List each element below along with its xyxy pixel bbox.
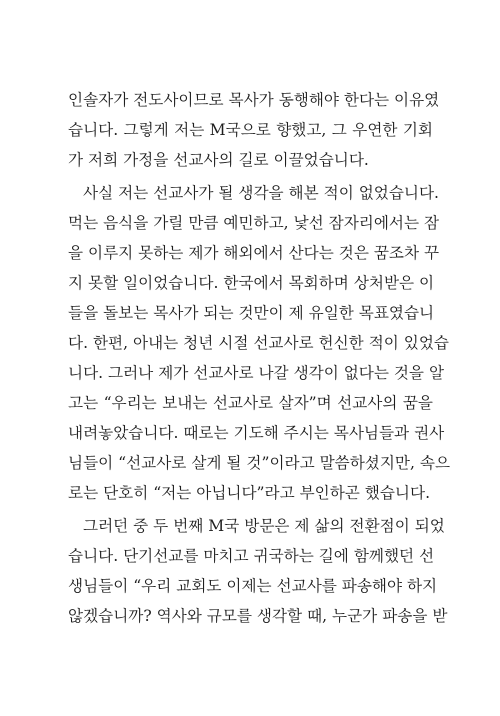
text-line: 인솔자가 전도사이므로 목사가 동행해야 한다는 이유였 xyxy=(68,91,440,109)
text-line: 로는 단호히 “저는 아닙니다”라고 부인하곤 했습니다. xyxy=(68,484,431,502)
text-line: 습니다. 그렇게 저는 M국으로 향했고, 그 우연한 기회 xyxy=(68,121,433,139)
text-line: 니다. 그러나 제가 선교사로 나갈 생각이 없다는 것을 알 xyxy=(68,364,445,382)
text-line: 먹는 음식을 가릴 만큼 예민하고, 낯선 잠자리에서는 잠 xyxy=(68,214,440,232)
text-line: 그러던 중 두 번째 M국 방문은 제 삶의 전환점이 되었 xyxy=(83,517,445,535)
text-line: 을 이루지 못하는 제가 해외에서 산다는 것은 꿈조차 꾸 xyxy=(68,244,440,262)
text-line: 사실 저는 선교사가 될 생각을 해본 적이 없었습니다. xyxy=(83,184,439,202)
text-line: 생님들이 “우리 교회도 이제는 선교사를 파송해야 하지 xyxy=(68,577,438,595)
text-line: 습니다. 단기선교를 마치고 귀국하는 길에 함께했던 선 xyxy=(68,547,435,565)
text-line: 님들이 “선교사로 살게 될 것”이라고 말씀하셨지만, 속으 xyxy=(68,454,451,472)
text-line: 고는 “우리는 보내는 선교사로 살자”며 선교사의 꿈을 xyxy=(68,394,433,412)
text-line: 가 저희 가정을 선교사의 길로 이끌었습니다. xyxy=(68,151,369,169)
text-line: 다. 한편, 아내는 청년 시절 선교사로 헌신한 적이 있었습 xyxy=(68,334,449,352)
text-line: 들을 돌보는 목사가 되는 것만이 제 유일한 목표였습니 xyxy=(68,304,435,322)
text-line: 내려놓았습니다. 때로는 기도해 주시는 목사님들과 권사 xyxy=(68,424,445,442)
text-line: 지 못할 일이었습니다. 한국에서 목회하며 상처받은 이 xyxy=(68,274,435,292)
text-line: 않겠습니까? 역사와 규모를 생각할 때, 누군가 파송을 받 xyxy=(68,607,448,625)
